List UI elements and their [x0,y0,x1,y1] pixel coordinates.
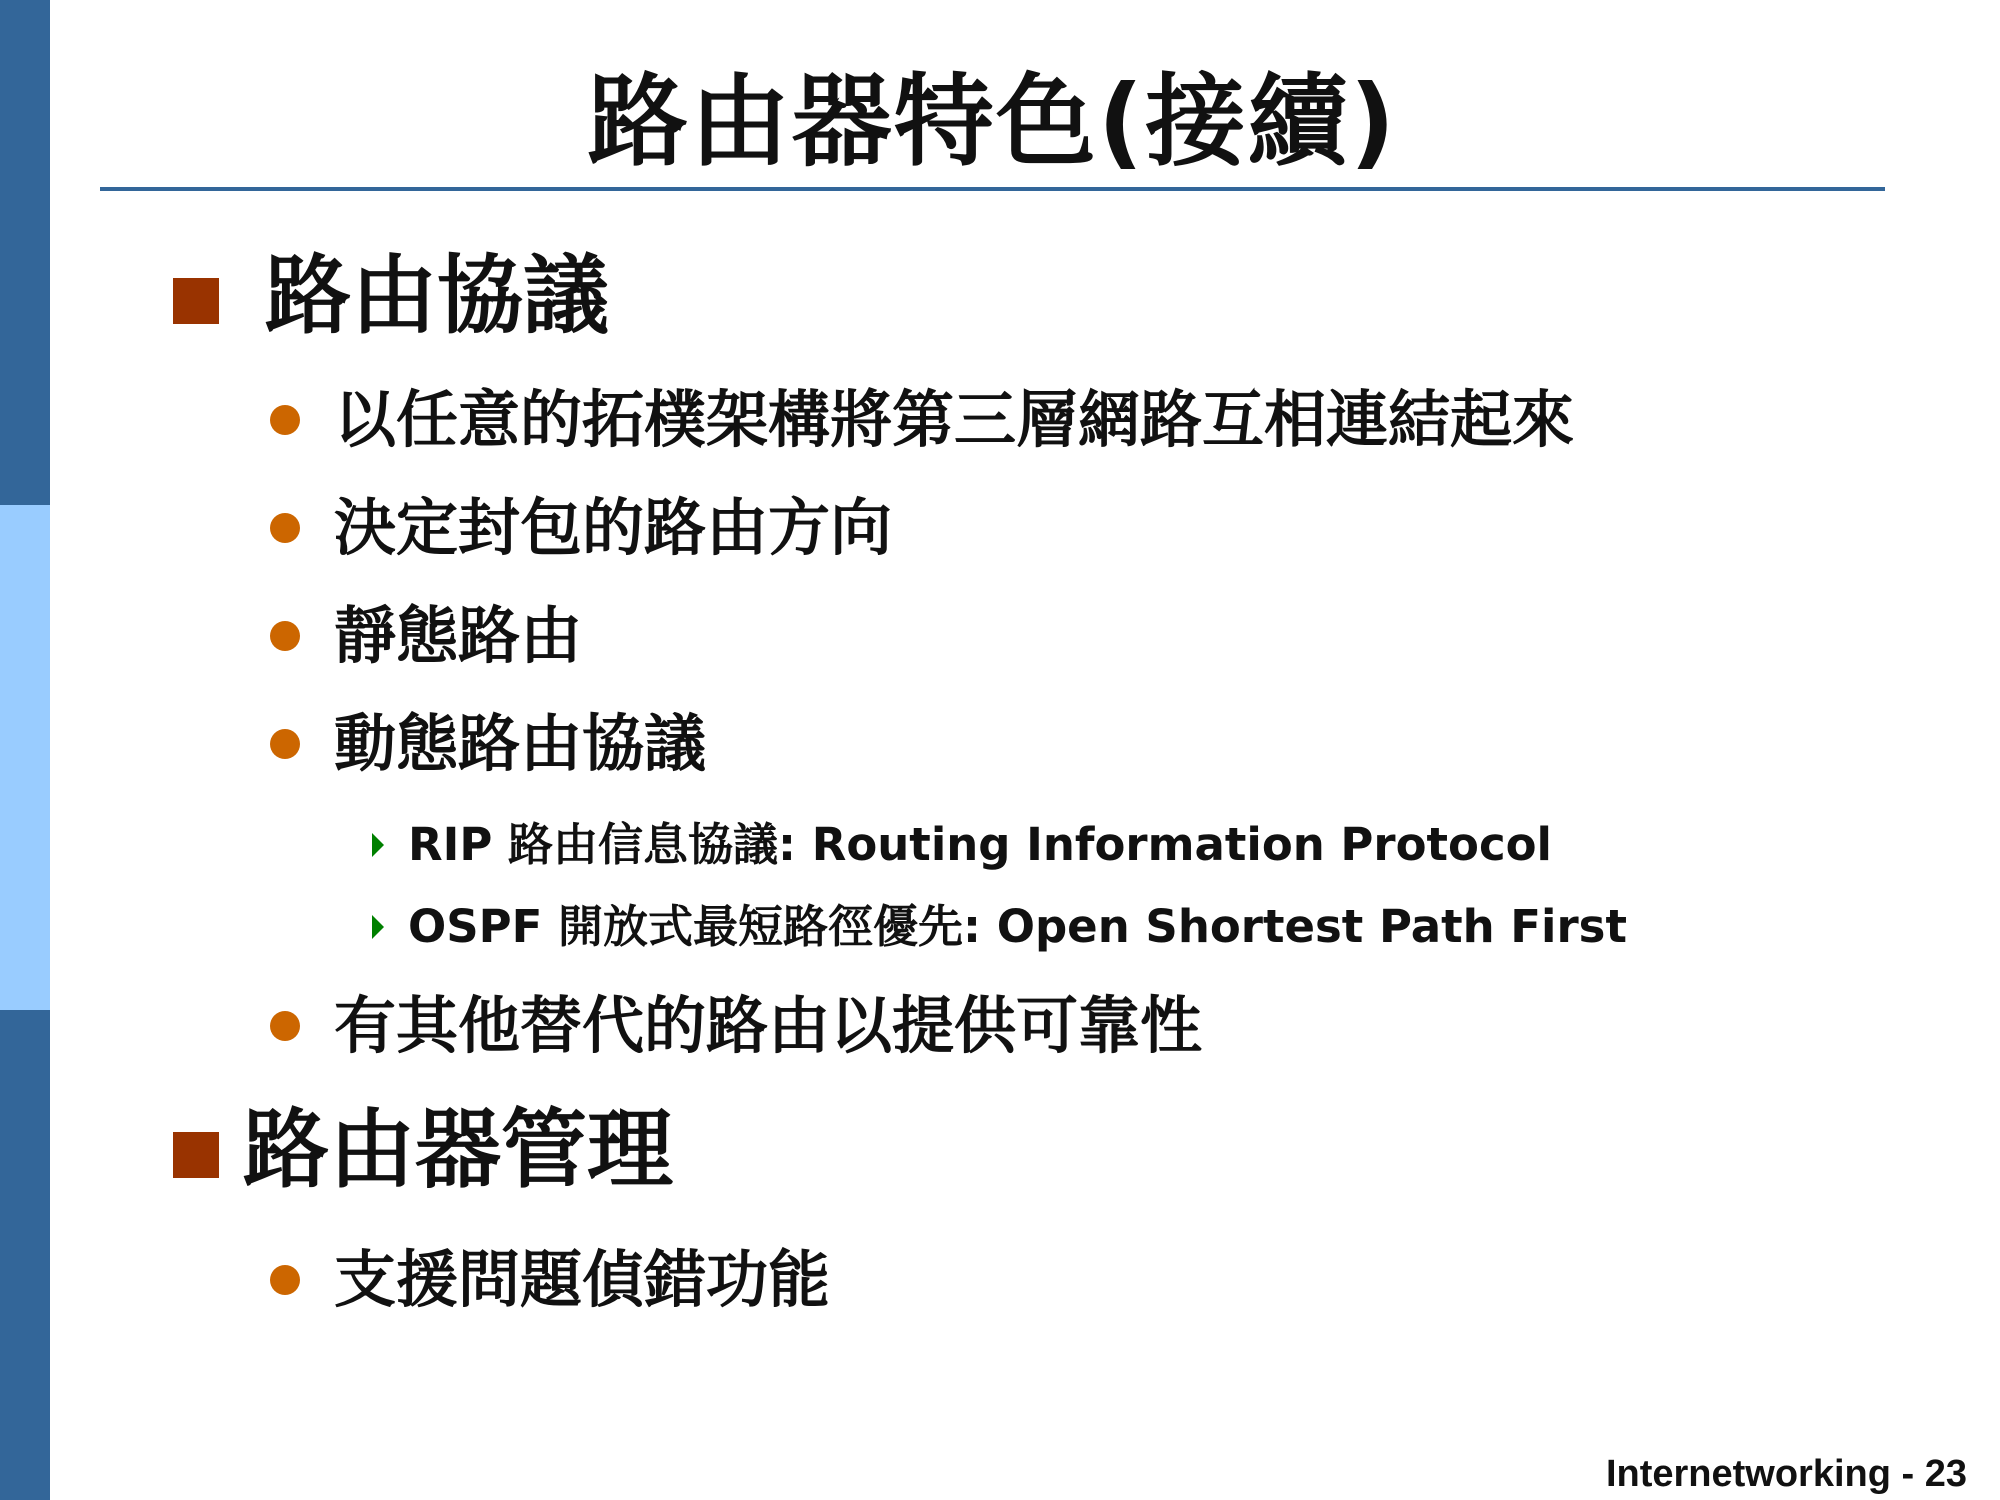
slide-title: 路由器特色(接續) [587,63,1398,180]
dot-bullet-icon [270,729,300,759]
bullet-text: 以任意的拓樸架構將第三層網路互相連結起來 [334,383,1575,456]
bullet-text: 動態路由協議 [334,707,707,780]
left-accent-bar [0,0,50,1500]
dot-bullet-icon [270,405,300,435]
dot-bullet-icon [270,1265,300,1295]
dot-bullet-icon [270,513,300,543]
slide-footer: Internetworking - 23 [1605,1453,1967,1495]
bullet-text: 有其他替代的路由以提供可靠性 [334,989,1203,1062]
accent-bar-middle-segment [0,505,50,1010]
accent-bar-top-segment [0,0,50,505]
bullet-text: 支援問題偵錯功能 [334,1243,831,1316]
section-heading-text: 路由器管理 [243,1100,673,1200]
bullet-text: 決定封包的路由方向 [334,491,893,564]
accent-bar-bottom-segment [0,1010,50,1500]
sub-bullet-text: OSPF 開放式最短路徑優先: Open Shortest Path First [408,900,1627,953]
triangle-bullet-icon [372,833,384,857]
section-heading-text: 路由協議 [265,246,609,346]
triangle-bullet-icon [372,915,384,939]
bullet-text: 靜態路由 [334,599,583,672]
sub-bullet-text: RIP 路由信息協議: Routing Information Protocol [408,818,1552,871]
dot-bullet-icon [270,1011,300,1041]
square-bullet-icon [173,1132,219,1178]
dot-bullet-icon [270,621,300,651]
square-bullet-icon [173,278,219,324]
title-underline [100,187,1885,191]
